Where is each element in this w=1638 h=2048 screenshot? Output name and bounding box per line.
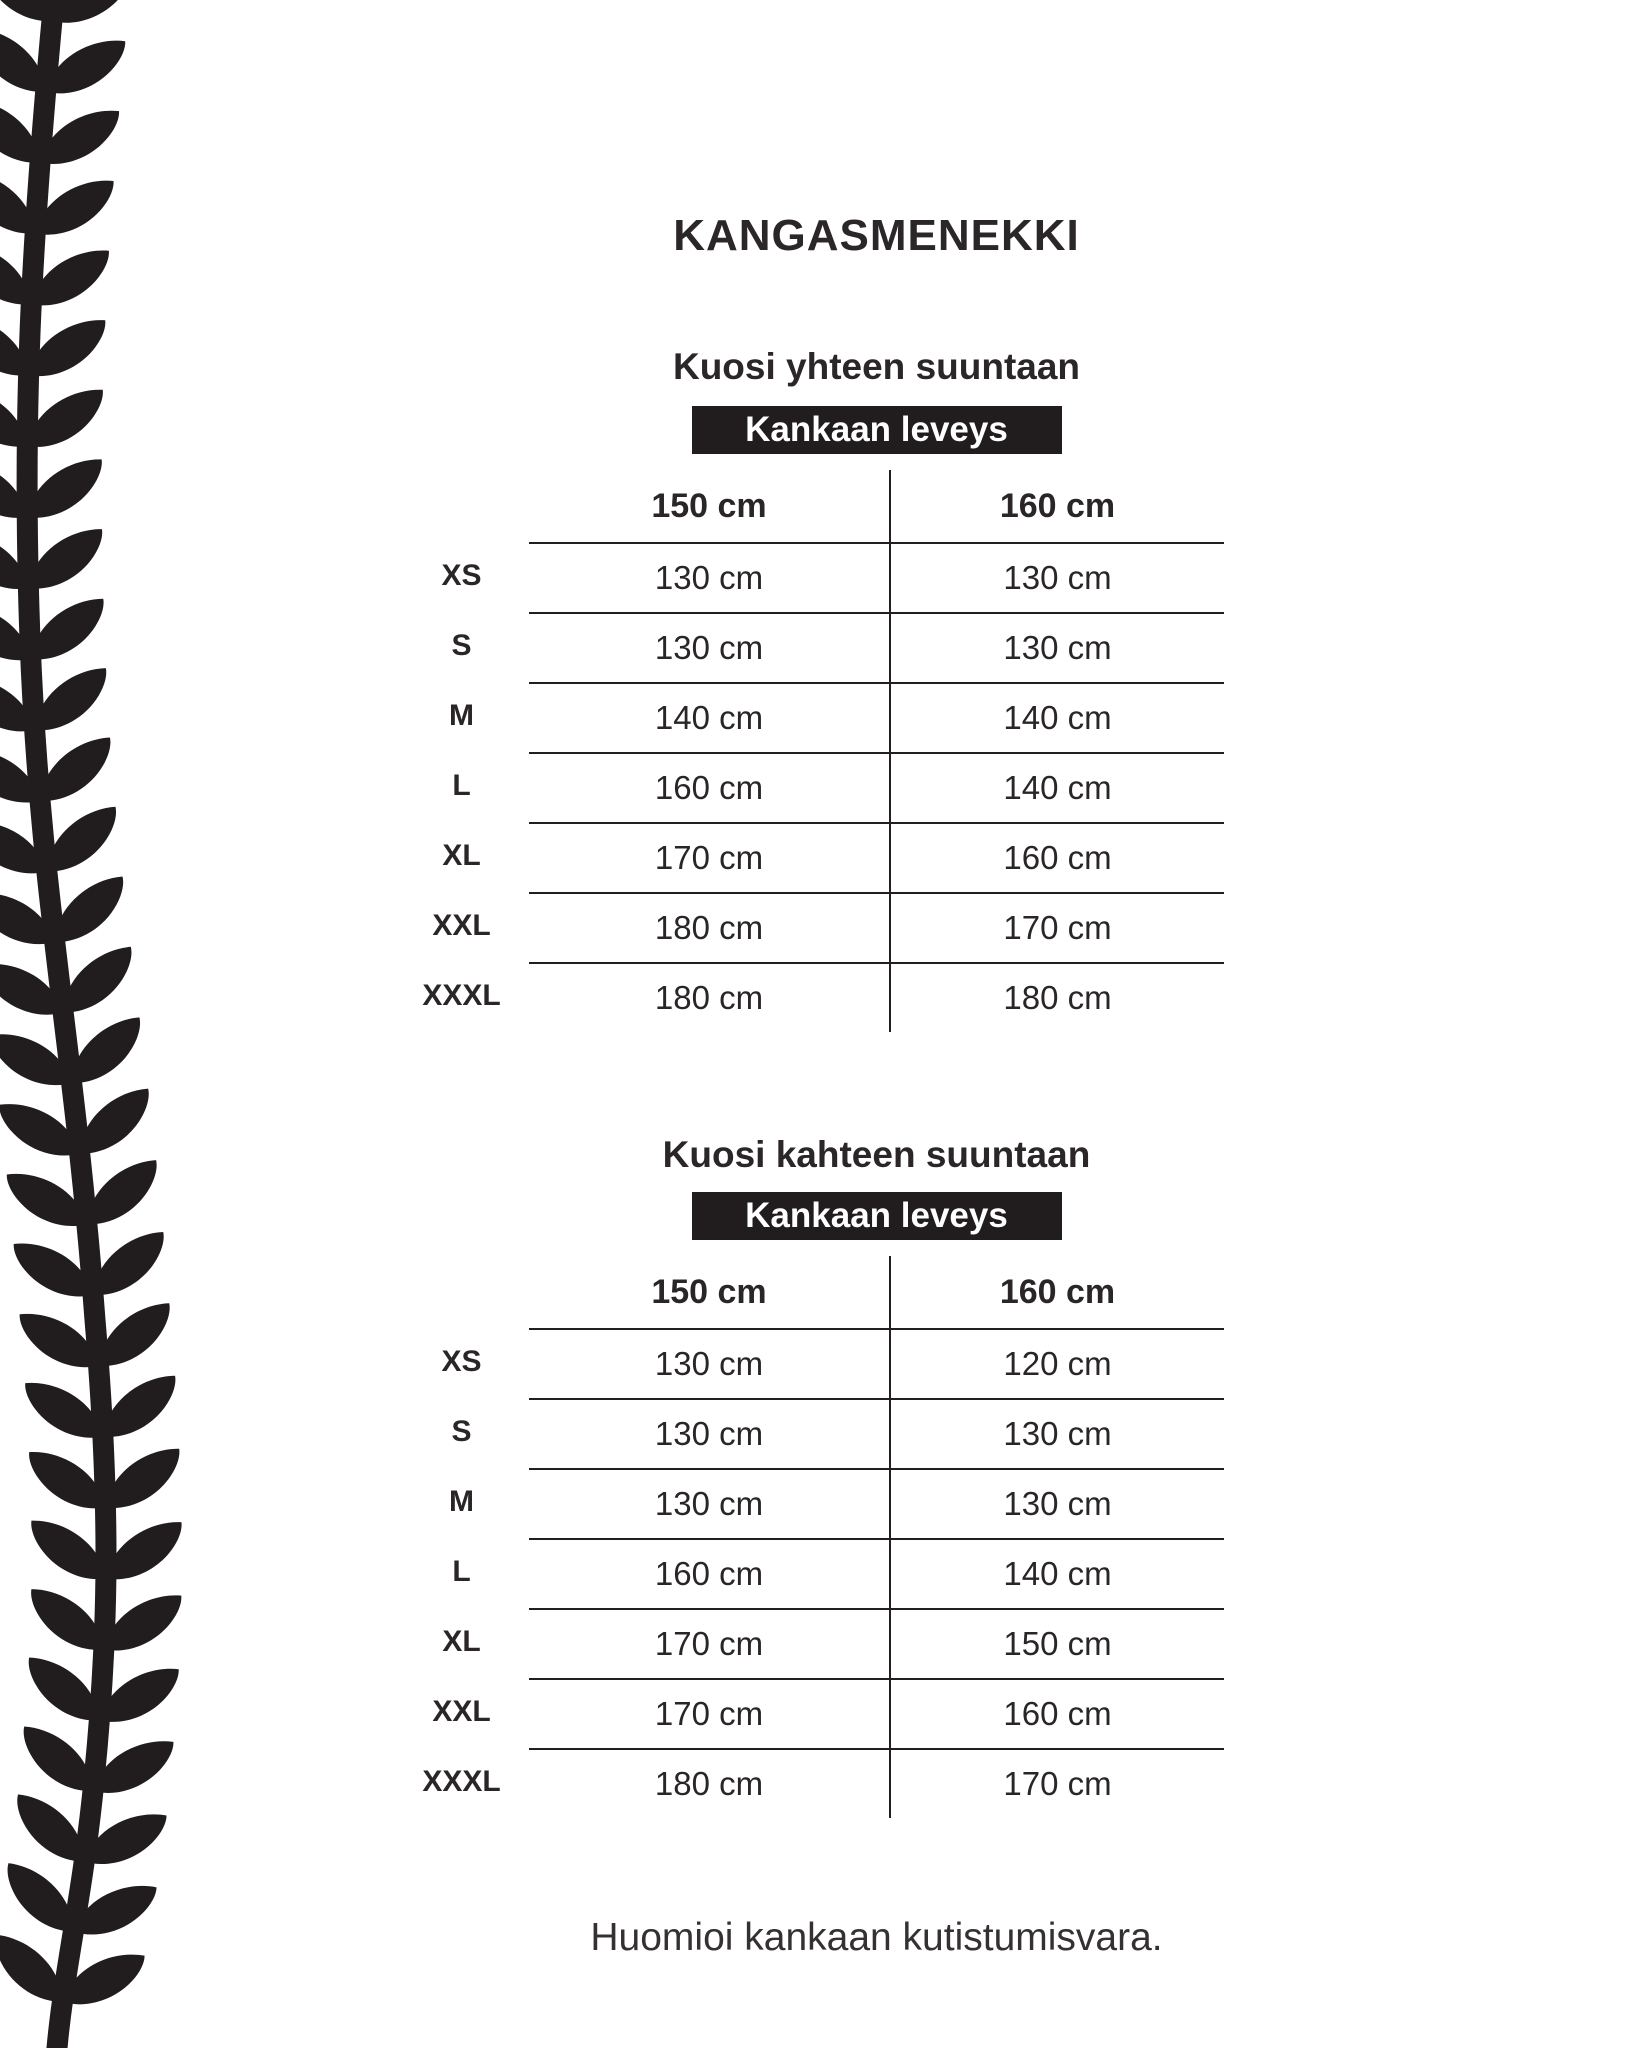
table-two-direction-title: Kuosi kahteen suuntaan (662, 1134, 1091, 1175)
value-cell: 170 cm (529, 822, 889, 892)
size-label: XXL (432, 1695, 491, 1728)
value-cell: 170 cm (529, 1678, 889, 1748)
column-header-160: 160 cm (889, 470, 1224, 542)
value-cell: 130 cm (529, 1328, 889, 1398)
column-header-160: 160 cm (889, 1256, 1224, 1328)
size-label: L (452, 769, 471, 802)
vine-leaves (0, 0, 182, 2013)
column-header-150: 150 cm (651, 1272, 767, 1311)
value-cell: 130 cm (889, 1468, 1224, 1538)
value-cell: 130 cm (529, 612, 889, 682)
value-cell: 120 cm (889, 1328, 1224, 1398)
value-cell: 180 cm (529, 892, 889, 962)
value-cell: 170 cm (529, 1608, 889, 1678)
table-two-direction-banner-row (529, 1192, 1224, 1240)
value-cell: 180 cm (529, 1748, 889, 1818)
leaf-vine-decoration (0, 0, 210, 2048)
size-label: L (452, 1555, 471, 1588)
value-cell: 130 cm (529, 542, 889, 612)
corner-cell (394, 470, 529, 542)
content-column (394, 0, 1224, 1962)
fabric-width-banner (692, 1192, 1062, 1240)
value-cell: 140 cm (889, 682, 1224, 752)
fabric-width-banner-label: Kankaan leveys (745, 1196, 1008, 1235)
value-cell: 140 cm (529, 682, 889, 752)
value-cell: 170 cm (889, 892, 1224, 962)
size-label: M (449, 699, 474, 732)
fabric-width-banner-label: Kankaan leveys (745, 410, 1008, 449)
column-header-150: 150 cm (651, 486, 767, 525)
value-cell: 130 cm (889, 1398, 1224, 1468)
shrinkage-note (529, 1914, 1224, 1962)
fabric-width-banner (692, 406, 1062, 454)
size-label: XS (441, 559, 482, 592)
value-cell: 130 cm (529, 1468, 889, 1538)
value-cell: 160 cm (529, 1538, 889, 1608)
table-one-direction-title: Kuosi yhteen suuntaan (672, 346, 1081, 387)
size-label: S (451, 1415, 472, 1448)
shrinkage-note-text: Huomioi kankaan kutistumisvara. (590, 1916, 1163, 1959)
value-cell: 140 cm (889, 1538, 1224, 1608)
value-cell: 140 cm (889, 752, 1224, 822)
value-cell: 150 cm (889, 1608, 1224, 1678)
value-cell: 130 cm (889, 542, 1224, 612)
fabric-table-one-direction (394, 470, 1224, 1032)
fabric-table-two-directions (394, 1256, 1224, 1818)
size-label: XS (441, 1345, 482, 1378)
value-cell: 160 cm (889, 822, 1224, 892)
page-title: KANGASMENEKKI (673, 211, 1080, 260)
size-label: XL (442, 839, 481, 872)
size-label: XXXL (422, 1765, 501, 1798)
size-label: XL (442, 1625, 481, 1658)
size-label: M (449, 1485, 474, 1518)
value-cell: 130 cm (889, 612, 1224, 682)
corner-cell (394, 1256, 529, 1328)
table-one-direction-banner-row (529, 406, 1224, 454)
value-cell: 130 cm (529, 1398, 889, 1468)
value-cell: 180 cm (529, 962, 889, 1032)
value-cell: 160 cm (529, 752, 889, 822)
size-label: XXL (432, 909, 491, 942)
value-cell: 180 cm (889, 962, 1224, 1032)
size-label: S (451, 629, 472, 662)
value-cell: 160 cm (889, 1678, 1224, 1748)
value-cell: 170 cm (889, 1748, 1224, 1818)
size-label: XXXL (422, 979, 501, 1012)
